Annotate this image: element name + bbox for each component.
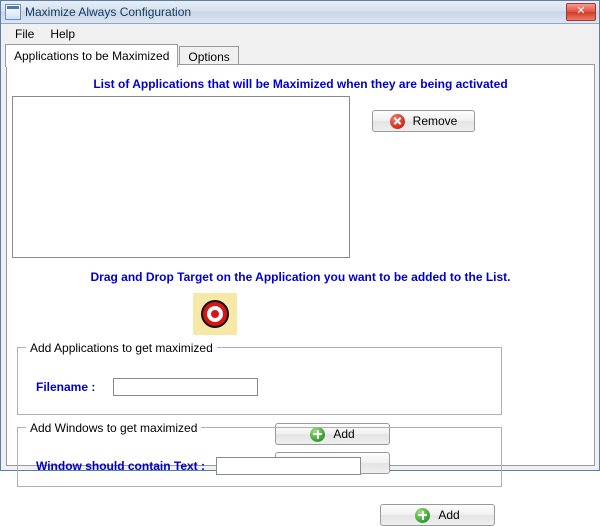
menu-item-file[interactable]: File (15, 26, 35, 41)
drag-target[interactable] (193, 293, 237, 335)
applications-list[interactable] (12, 96, 350, 258)
window-text-label: Window should contain Text : (36, 459, 205, 473)
tab-panel-applications (6, 64, 595, 522)
tab-applications-to-be-maximized[interactable]: Applications to be Maximized (5, 44, 178, 67)
group-add-windows (17, 421, 502, 522)
add-window-button[interactable] (380, 504, 495, 526)
title-bar (1, 1, 599, 24)
list-heading: List of Applications that will be Maximized when they are being activated (93, 77, 508, 91)
remove-circle-icon (390, 114, 405, 129)
remove-button[interactable] (372, 110, 475, 132)
window-title: Maximize Always Configuration (25, 5, 192, 19)
add-application-button-label: Add (333, 427, 355, 441)
filename-input[interactable] (113, 378, 258, 396)
filename-label: Filename : (36, 380, 96, 394)
close-icon[interactable]: ✕ (566, 3, 596, 21)
drag-drop-instruction: Drag and Drop Target on the Application you want to be added to the List. (90, 270, 511, 284)
app-window-icon (5, 4, 21, 20)
add-circle-icon (415, 508, 430, 523)
add-window-button-label: Add (438, 508, 460, 522)
menu-bar (1, 24, 599, 44)
menu-item-help[interactable]: Help (50, 26, 76, 41)
window-text-input[interactable] (216, 457, 361, 475)
remove-button-label: Remove (412, 114, 458, 128)
group-add-windows-title: Add Windows to get maximized (26, 421, 201, 435)
tab-options[interactable]: Options (179, 46, 238, 67)
bullseye-target-icon (201, 300, 229, 328)
group-add-applications-title: Add Applications to get maximized (26, 341, 217, 355)
